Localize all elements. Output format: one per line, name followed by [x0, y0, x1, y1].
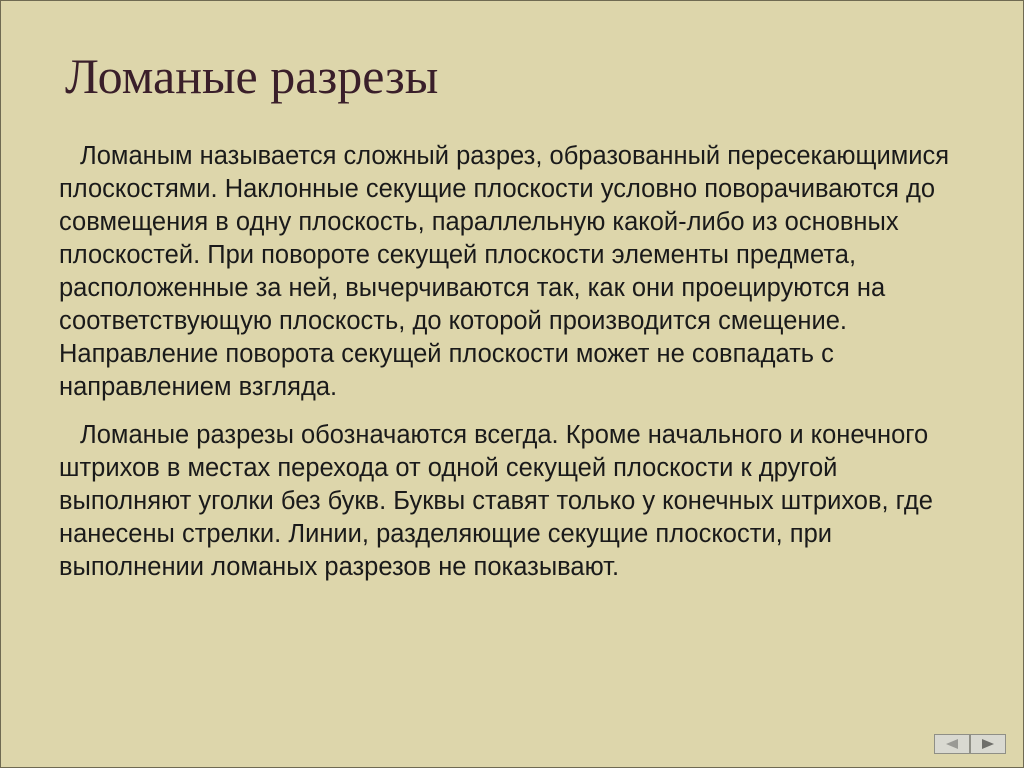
- paragraph: Ломаные разрезы обозначаются всегда. Кроме начального и конечного штрихов в местах перехода от одной секущей плоскости к другой выполняют уголки без букв. Буквы ставят только у конечных штрихов, где нанесены стрелки. Линии, разделяющие секущие плоскости, при выполнении ломаных разрезов не показывают.: [59, 421, 933, 581]
- previous-slide-button[interactable]: [934, 734, 970, 754]
- slide-title: Ломаные разрезы: [65, 48, 439, 104]
- paragraph: Ломаным называется сложный разрез, образованный пересекающимися плоскостями. Наклонные секущие плоскости условно поворачиваются до совмещения в одну плоскость, параллельную какой-либо из основных плоскостей. При повороте секущей плоскости элементы предмета, расположенные за ней, вычерчиваются так, как они проецируются на соответствующую плоскость, до которой производится смещение. Направление поворота секущей плоскости может не совпадать с направлением взгляда.: [59, 142, 950, 401]
- slide-navigation: [934, 734, 1006, 754]
- slide-body: [59, 140, 959, 584]
- next-slide-button[interactable]: [970, 734, 1006, 754]
- triangle-left-icon: [945, 738, 959, 750]
- triangle-right-icon: [981, 738, 995, 750]
